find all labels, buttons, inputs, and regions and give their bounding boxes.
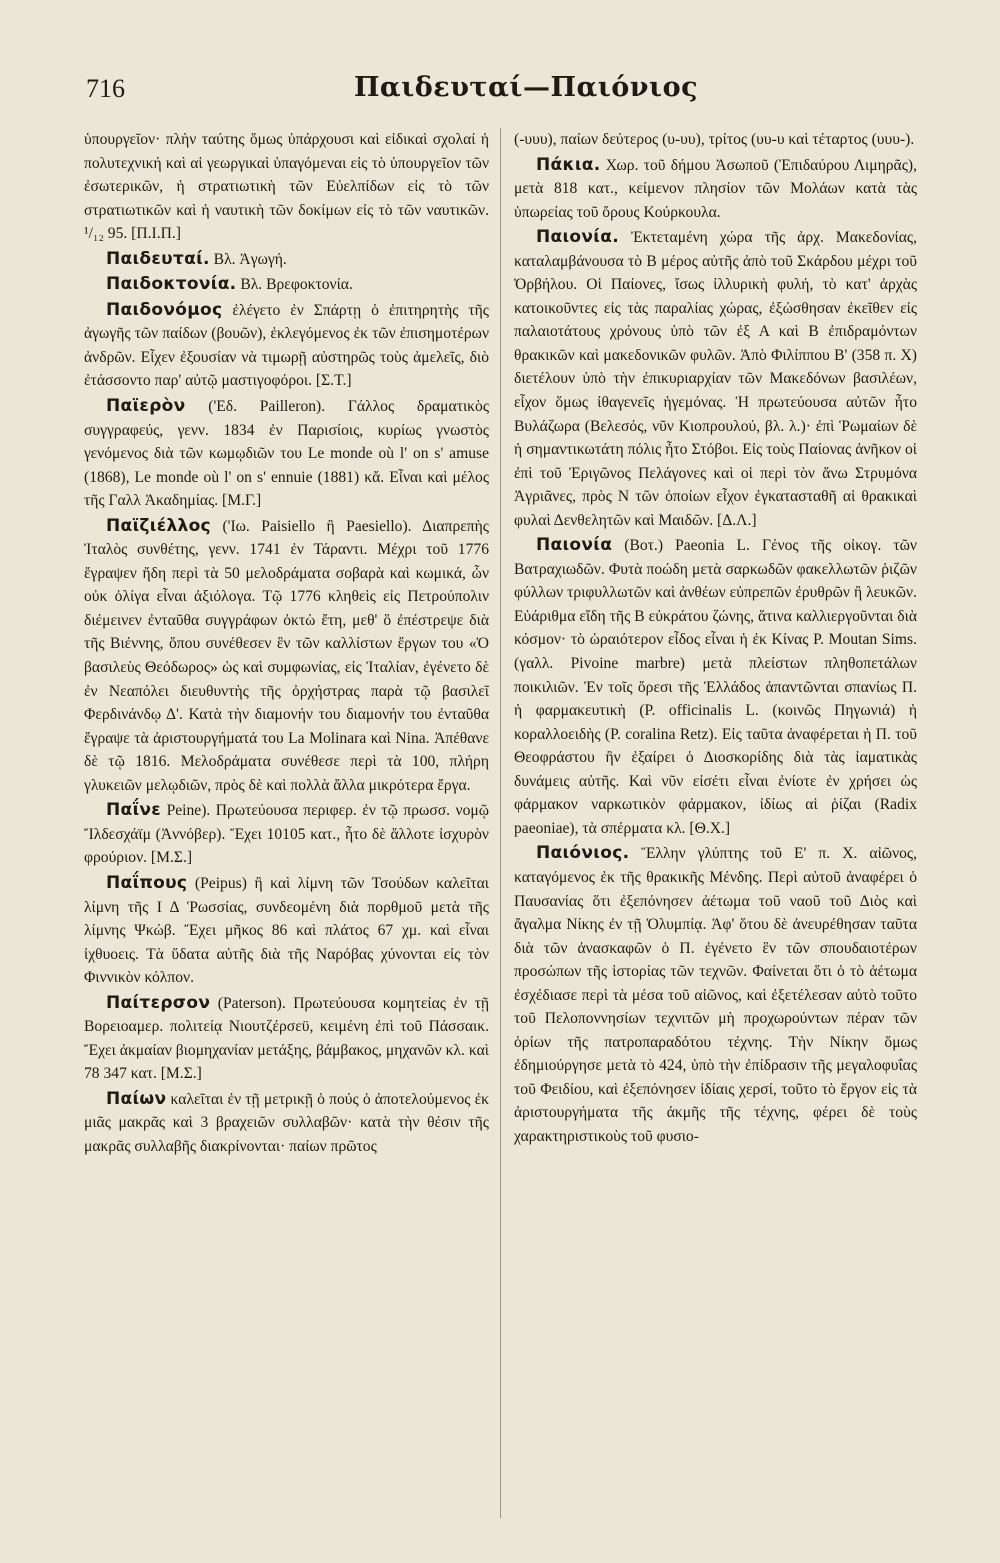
entry-text: Χωρ. τοῦ δήμου Ἀσωποῦ (Ἐπιδαύρου Λιμηρᾶς), μετὰ 818 κατ., κείμενον πλησίον τῶν Μολάων κατὰ τὰς ὑπωρείας τοῦ ὄρους Κούρκουλα. [514, 156, 917, 221]
dictionary-entry [514, 128, 917, 152]
entry-headword: Παιονία. [536, 227, 619, 248]
entry-text: ἐλέγετο ἐν Σπάρτῃ ὁ ἐπιτηρητὴς τῆς ἀγωγῆς τῶν παίδων (βουῶν), ἐκλεγόμενος ἐκ τῶν ἐπισημοτέρων ἀνδρῶν. Εἶχεν ἐξουσίαν νὰ τιμωρῇ αὐστηρῶς τοὺς ἀμελεῖς, διὸ ἐτάσσοντο παρ' αὐτῷ μαστιγοφόροι. [Σ.Τ.] [84, 301, 489, 390]
dictionary-entry [84, 395, 489, 513]
dictionary-entry [514, 154, 917, 225]
entry-headword: Παιδοκτονία. [106, 274, 237, 295]
dictionary-entry [84, 515, 489, 798]
entry-headword: Παϊζιέλλος [106, 515, 211, 536]
entry-headword: Παίων [106, 1088, 167, 1109]
entry-text: ὑπουργεῖον· πλὴν ταύτης ὅμως ὑπάρχουσι καὶ εἰδικαὶ σχολαί ἡ πολυτεχνική καὶ αἱ γεωργικαὶ ὑπαγόμεναι εἰς τὸ ὑπουργεῖον τῶν ἐσωτερικῶν, ἡ στρατιωτικὴ τῶν Εὐελπίδων εἰς τὸ τῶν στρατιωτικῶν καὶ ἡ ναυτικὴ τῶν δοκίμων εἰς τὸ τῶν ναυτικῶν. ¹/₁₂ 95. [Π.Ι.Π.] [84, 131, 489, 243]
entry-headword: Παιδονόμος [106, 299, 223, 320]
entry-text: ('Ιω. Paisiello ἢ Paesiello). Διαπρεπὴς Ἰταλὸς συνθέτης, γενν. 1741 ἐν Τάραντι. Μέχρι τοῦ 1776 ἔγραψεν ἤδη περὶ τὰ 50 μελοδράματα σοβαρὰ καὶ κωμικά, ὧν οὐκ ὀλίγα εἶναι ἀξιόλογα. Τῷ 1776 κληθεὶς εἰς Πετρούπολιν διέμεινεν ἐνταῦθα συγγράφων ὀκτὼ ἔτη, μεθ' ὃ ἐπέστρεψε διὰ τῆς Βιέννης, ὅπου συνέθεσεν ἓν τῶν καλλίστων ἔργων του «Ὁ βασιλεὺς Θεόδωρος» ὡς καὶ συμφωνίας, εἰς Ἰταλίαν, ἐγένετο δὲ ἐν Νεαπόλει διευθυντὴς τῆς ὀρχήστρας παρὰ τῷ βασιλεῖ Φερδινάνδῳ Δ'. Κατὰ τὴν διαμονήν του διαμονήν του ἐνταῦθα ἔγραψε τὰ ἀριστουργήματά του La Molinara καὶ Nina. Ἀπέθανε δὲ τῷ 1816. Μελοδράματα συνέθεσε περὶ τὰ 100, πλήρη γλυκειῶν μελῳδιῶν, πρὸς δὲ καὶ πολλὰ ἄλλα μικρότερα ἔργα. [84, 517, 489, 794]
dictionary-entry [514, 842, 917, 1148]
dictionary-entry [84, 248, 489, 272]
dictionary-entry [84, 872, 489, 990]
entry-text: (-υυυ), παίων δεύτερος (υ-υυ), τρίτος (υυ-υ καὶ τέταρτος (υυυ-). [514, 131, 915, 148]
dictionary-entry [84, 299, 489, 393]
column-divider [500, 128, 501, 1518]
dictionary-entry [84, 1088, 489, 1159]
entry-headword: Πάκια. [536, 154, 601, 175]
page-number: 716 [86, 74, 125, 103]
entry-text: Peine). Πρωτεύουσα περιφερ. ἐν τῷ πρωσσ. νομῷ Ἴλδεσχάϊμ (Ἀννόβερ). Ἔχει 10105 κατ., ἦτο δὲ ἄλλοτε ἰσχυρὸν φρούριον. [Μ.Σ.] [84, 802, 489, 867]
entry-text: Ἐκτεταμένη χώρα τῆς ἀρχ. Μακεδονίας, καταλαμβάνουσα τὸ Β μέρος αὐτῆς ἀπὸ τοῦ Σκάρδου μέχρι τοῦ Ὀρβήλου. Οἱ Παίονες, ἴσως ἰλλυρικὴ φυλή, τὸ κατ' ἀρχὰς κατοικοῦντες εἰς τὰς παραλίας χώρας, ἐξώσθησαν ἐκεῖθεν εἰς παλαιοτάτους χρόνους ὑπὸ τῶν ἐξ Α καὶ Β ἐπιδραμόντων θρακικῶν καὶ μακεδονικῶν φυλῶν. Ἀπὸ Φιλίππου Β' (358 π. Χ) διετέλουν ὑπὸ τὴν ἐπικυριαρχίαν τῶν Μακεδόνων βασιλέων, εἶχον ὅμως ἰθαγενεῖς ἡγεμόνας. Ἡ πρωτεύουσα αὐτῶν ἦτο Βυλάζωρα (Βελεσός, νῦν Κιοπρουλού, βλ. λ.)· ἐπὶ Ῥωμαίων δὲ ἡ σημαντικωτάτη πόλις ἦτο Στόβοι. Εἰς τοὺς Παίονας ἀνῆκον οἱ ἐπὶ τοῦ Ἐριγῶνος Πελάγονες καὶ οἱ περὶ τὸν ἄνω Στρυμόνα Ἀγριᾶνες, πρὸς Ν τῶν ὁποίων εἶχον ἐγκατασταθῆ αἱ θρακικαὶ φυλαὶ Δενθελητῶν καὶ Μαιδῶν. [Δ.Λ.] [514, 229, 917, 529]
entry-headword: Παΐπους [106, 872, 188, 893]
entry-headword: Παίτερσον [106, 992, 211, 1013]
entry-text: Βλ. Ἀγωγή. [213, 250, 287, 268]
entry-headword: Παϊερὸν [106, 396, 186, 417]
entry-headword: Παιόνιος. [536, 843, 630, 864]
entry-text: Βλ. Βρεφοκτονία. [240, 276, 353, 294]
entry-headword: Παΐνε [106, 800, 162, 821]
left-column [84, 128, 489, 1161]
dictionary-entry [84, 992, 489, 1086]
running-head: Παιδευταί—Παιόνιος [353, 72, 699, 103]
dictionary-entry [84, 273, 489, 297]
entry-text: καλεῖται ἐν τῇ μετρικῇ ὁ πούς ὁ ἀποτελούμενος ἐκ μιᾶς μακρᾶς καὶ 3 βραχειῶν συλλαβῶν· κατὰ τὴν θέσιν τῆς μακρᾶς συλλαβῆς διακρίνονται· παίων πρῶτος [84, 1090, 489, 1155]
entry-text: (Βοτ.) Paeonia L. Γένος τῆς οἰκογ. τῶν Βατραχιωδῶν. Φυτὰ ποώδη μετὰ σαρκωδῶν φακελλωτῶν ῥιζῶν φύλλων τριφυλλωτῶν καὶ ἀνθέων εὐπρεπῶν ἐρυθρῶν ἢ λευκῶν. Εὐάριθμα εἴδη τῆς Β εὐκράτου ζώνης, ἅτινα καλλιεργοῦνται διὰ κόσμον· τὸ ὡραιότερον εἶδος εἶναι ἡ ἐκ Κίνας P. Moutan Sims. (γαλλ. Pivoine marbre) μετὰ πλείστων πληθοπετάλων ποικιλιῶν. Ἐν τοῖς ὄρεσι τῆς Ἑλλάδος ἀπαντῶνται σπανίως Π. ἡ φαρμακευτικὴ (P. officinalis L. (κοινῶς Πηγωνιά) ἡ κοραλλοειδὴς (P. coralina Retz). Εἰς ταῦτα ἀναφέρεται ἡ Π. τοῦ Θεοφράστου ἣν ἐξαίρει ὁ Διοσκορίδης διὰ τὰς ἰαματικὰς δυνάμεις αὐτῆς. Καὶ νῦν εἰσέτι εἶναι ἐνίοτε ἐν χρήσει ὡς φάρμακον ναρκωτικὸν φάρμακον, ἰδίως αἱ ῥίζαι (Radix paeoniae), τὰ σπέρματα κλ. [Θ.Χ.] [514, 537, 917, 837]
entry-headword: Παιονία [536, 535, 613, 556]
right-column [514, 128, 917, 1151]
entry-text: (Paterson). Πρωτεύουσα κομητείας ἐν τῇ Βορειοαμερ. πολιτείᾳ Νιουτζέρσεϋ, κειμένη ἐπὶ τοῦ Πάσσαικ. Ἔχει ἀκμαίαν βιομηχανίαν μετάξης, βάμβακος, μηχανῶν κλ. καὶ 78 347 κατ. [Μ.Σ.] [84, 994, 489, 1083]
entry-text: Ἕλλην γλύπτης τοῦ Ε' π. Χ. αἰῶνος, καταγόμενος ἐκ τῆς θρακικῆς Μένδης. Περὶ αὐτοῦ ἀναφέρει ὁ Παυσανίας ὅτι ἐξεπόνησεν ἀέτωμα τοῦ ναοῦ τοῦ Διὸς καὶ ἄγαλμα Νίκης ἐν τῇ Ὀλυμπίᾳ. Ἀφ' ὅτου δὲ ἀνευρέθησαν ταῦτα διὰ τῶν ἀνασκαφῶν ὁ Π. ἐγένετο ἓν τῶν σπουδαιοτέρων προσώπων τῆς ἱστορίας τῶν τεχνῶν. Φαίνεται ὅτι ὁ τὸ ἀέτωμα ἐσχέδιασε περὶ τὰ μέσα τοῦ αἰῶνος, καὶ ἐξετέλεσαν αὐτὸ τοῦτο τοῦ Πελοποννησίων τεχνιτῶν μὴ προχωρούντων πέραν τῶν ὁρίων τῆς πατροπαραδότου τέχνης. Τὴν Νίκην ὅμως ἐδημιούργησε μετὰ τὸ 424, ὑπὸ τὴν ἐπίδρασιν τῆς μεγαλοφυΐας τοῦ Φειδίου, καὶ ἐξεπόνησεν ἰδίαις χερσί, τοῦτο τὸ ἔργον εἰς τὰ ἀριστουργήματα τῆς ἀκμῆς τῆς τέχνης, φέρει δὲ τοὺς χαρακτηριστικοὺς τοῦ φυσιο- [514, 845, 917, 1145]
entry-text: (Peipus) ἢ καὶ λίμνη τῶν Τσούδων καλεῖται λίμνη τῆς Ι Δ Ῥωσσίας, συνδεομένη διὰ πορθμοῦ μετὰ τῆς λίμνης Ψκώβ. Ἔχει μῆκος 86 καὶ πλάτος 67 χμ. καὶ εἶναι ἰχθυοεις. Τὰ ὕδατα αὐτῆς διὰ τῆς Ναρόβας χύνονται εἰς τὸν Φιννικὸν κόλπον. [84, 874, 490, 987]
dictionary-entry [84, 799, 489, 870]
dictionary-entry [84, 128, 489, 246]
entry-text: ('Εδ. Pailleron). Γάλλος δραματικὸς συγγραφεύς, γενν. 1834 ἐν Παρισίοις, κυρίως γνωστὸς γενόμενος διὰ τῶν κωμῳδιῶν του Le monde où l' on s' amuse (1868), Le monde où l' on s' ennuie (1881) κἄ. Εἶναι καὶ μέλος τῆς Γαλλ Ἀκαδημίας. [Μ.Γ.] [84, 398, 489, 510]
entry-headword: Παιδευταί. [106, 248, 210, 269]
page-header [86, 70, 916, 110]
dictionary-entry [514, 226, 917, 532]
dictionary-entry [514, 534, 917, 840]
